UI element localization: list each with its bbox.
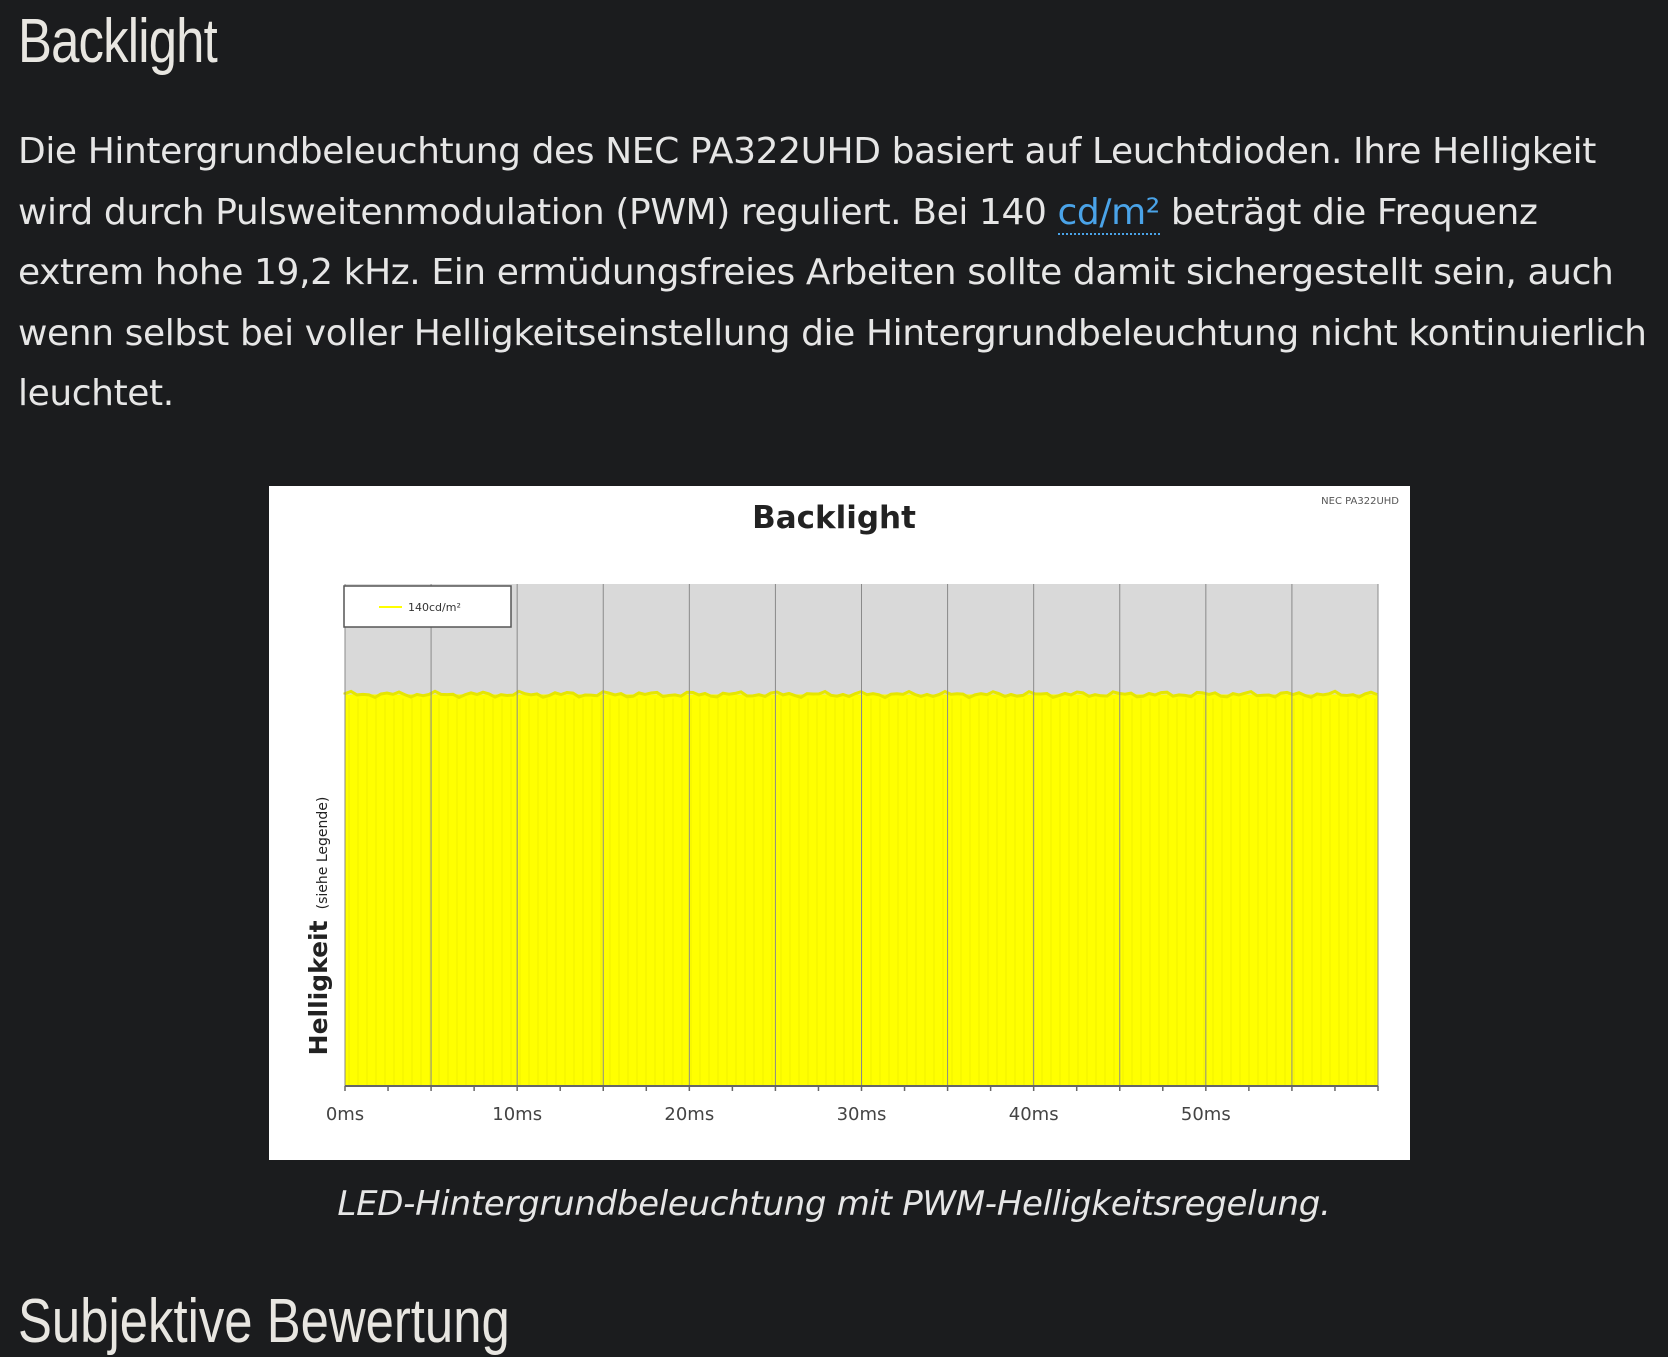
x-tick-label: 10ms	[492, 1104, 543, 1125]
chart-corner-label: NEC PA322UHD	[1321, 496, 1399, 507]
y-axis-label-group	[304, 797, 333, 1056]
plot-area	[326, 584, 1378, 1125]
paragraph-text-end: beträgt die Frequenz extrem hohe 19,2 kHz. Ein ermüdungsfreies Arbeiten sollte damit sichergestellt sein, auch wenn selbst bei voller Helligkeitseinstellung die Hintergrundbeleuchtung nicht kontinuierlich leuchtet.	[18, 191, 1647, 414]
y-axis-label-note: (siehe Legende)	[315, 796, 331, 910]
x-tick-label: 40ms	[1008, 1104, 1059, 1125]
x-tick-label: 20ms	[664, 1104, 715, 1125]
legend-label: 140cd/m²	[408, 601, 461, 614]
x-tick-label: 30ms	[836, 1104, 887, 1125]
y-axis-label: Helligkeit	[304, 920, 333, 1056]
x-tick-label: 0ms	[325, 1104, 365, 1125]
unit-link[interactable]: cd/m²	[1057, 191, 1160, 233]
figure-caption: LED-Hintergrundbeleuchtung mit PWM-Helligkeitsregelung.	[337, 1184, 1331, 1224]
backlight-chart	[269, 486, 1410, 1160]
chart-figure	[269, 486, 1410, 1160]
article-paragraph	[18, 122, 1658, 425]
next-section-heading: Subjektive Bewertung	[18, 1287, 510, 1356]
paragraph-text-start: Die Hintergrundbeleuchtung des NEC PA322UHD basiert auf Leuchtdioden. Ihre Helligkeit wird durch Pulsweitenmodulation (PWM) reguliert. Bei 140	[18, 131, 1596, 233]
chart-title: Backlight	[752, 500, 916, 536]
x-tick-label: 50ms	[1180, 1104, 1231, 1125]
svg-text:Helligkeit (siehe Lege	[304, 797, 333, 1056]
section-heading: Backlight	[18, 7, 217, 76]
